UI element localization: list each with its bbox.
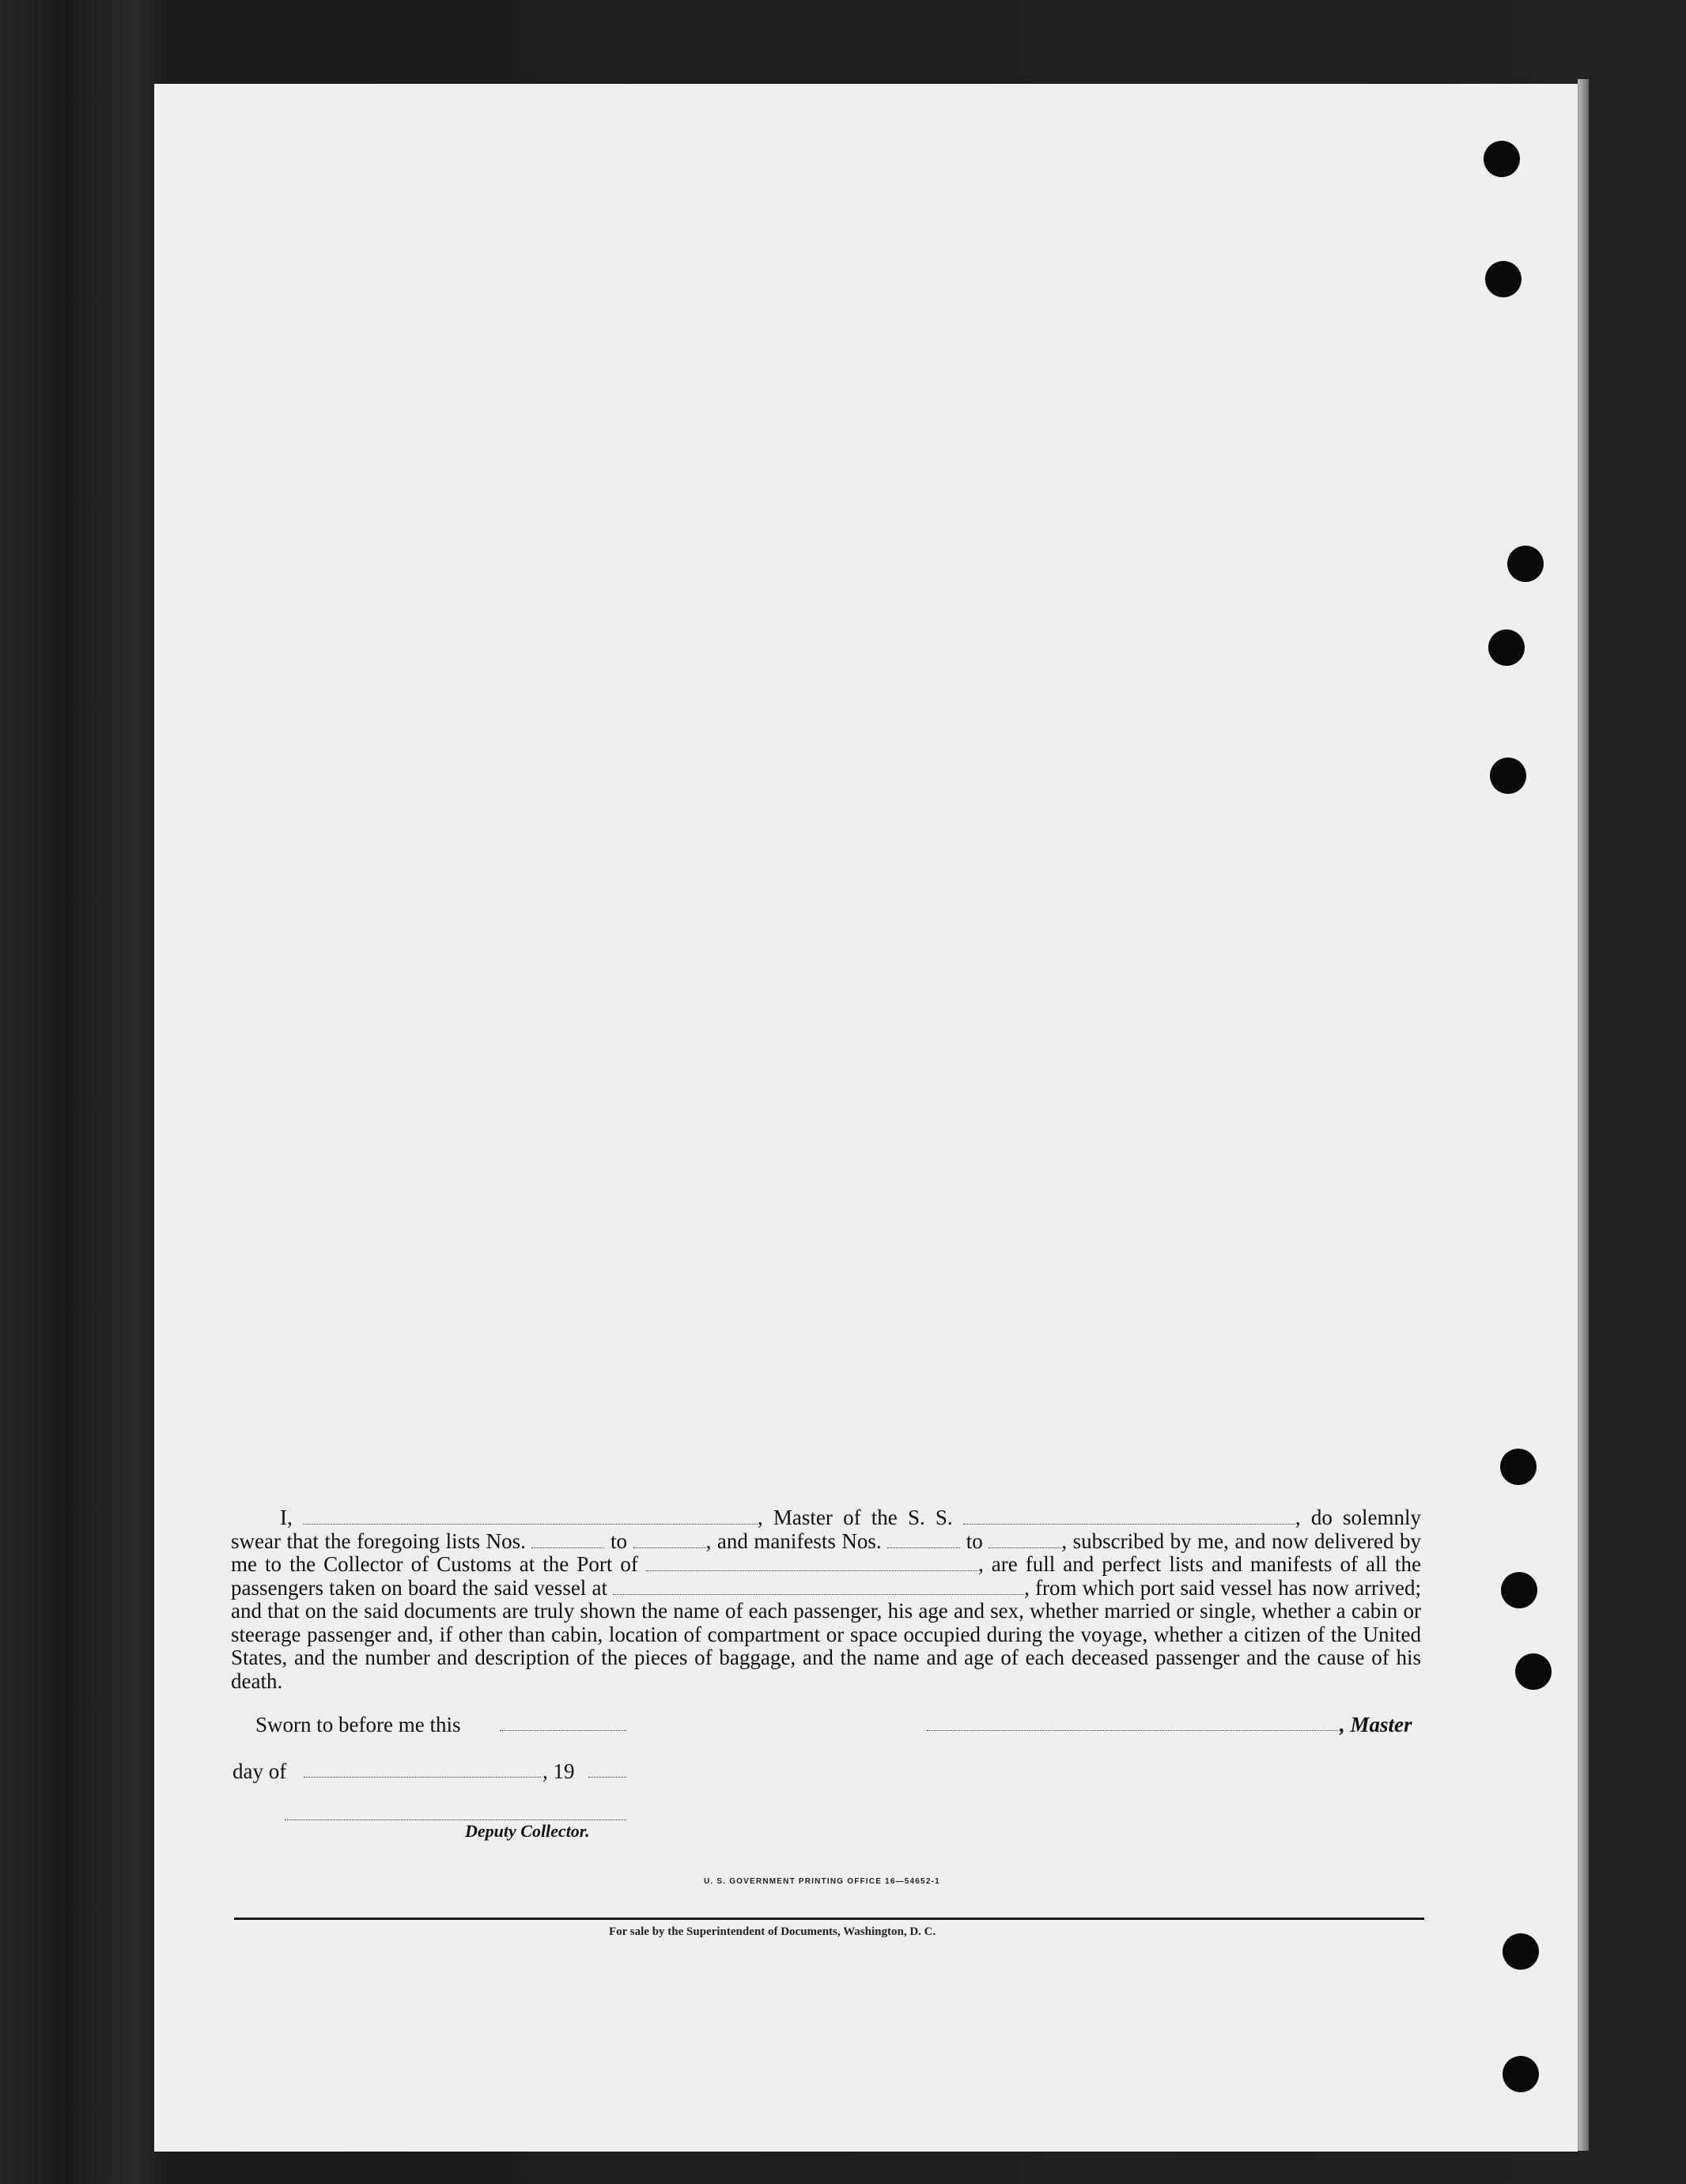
oath-and-manifests: , and manifests Nos. (705, 1528, 882, 1553)
master-signature-label: , Master (1340, 1713, 1412, 1736)
oath-to-1: to (611, 1528, 628, 1553)
deputy-collector-signature-line[interactable] (285, 1819, 626, 1820)
punch-hole (1484, 141, 1520, 177)
oath-master-of: , Master of the S. S. (757, 1506, 953, 1529)
punch-hole (1503, 2056, 1539, 2092)
vessel-name-blank[interactable] (963, 1508, 1295, 1525)
punch-hole (1500, 1449, 1537, 1485)
page-edge-shadow (1578, 79, 1589, 2151)
oath-to-2: to (966, 1528, 983, 1553)
master-oath-paragraph (231, 1506, 1421, 1693)
footer-rule (234, 1918, 1424, 1920)
oath-are-full: , are full and perfect lists and manifests of all the passengers taken on board the said vessel at (231, 1552, 1422, 1600)
punch-hole (1501, 1572, 1537, 1608)
punch-hole (1503, 1933, 1539, 1970)
lists-to-blank[interactable] (633, 1532, 706, 1548)
oath-i: I, (280, 1506, 293, 1529)
sworn-day-blank[interactable] (500, 1730, 626, 1731)
punch-hole (1488, 629, 1525, 666)
year-blank[interactable] (588, 1777, 626, 1778)
embarkation-port-blank[interactable] (613, 1578, 1024, 1595)
punch-hole (1507, 546, 1544, 582)
oath-from-which: , from which port said vessel has now arrived; and that on the said documents are truly shown the name of each passenger, his age and sex, whether married or single, whether a cabin or steerage passenger and, if other than cabin, location of compartment or space occupied during the voyage, whether a citizen of the United States, and the number and description of the pieces of baggage, and the name and age of each deceased passenger and the cause of his death. (231, 1575, 1421, 1693)
deputy-collector-label: Deputy Collector. (465, 1821, 590, 1841)
lists-from-blank[interactable] (531, 1532, 604, 1548)
oath-do-solemnly: , do solemnly swear that the foregoing lists Nos. (231, 1506, 1422, 1553)
sworn-label: Sworn to before me this (255, 1713, 461, 1736)
month-blank[interactable] (304, 1777, 541, 1778)
sale-notice: For sale by the Superintendent of Documents, Washington, D. C. (609, 1925, 936, 1938)
manifests-from-blank[interactable] (887, 1532, 960, 1548)
oath-subscribed: , subscribed by me, and now delivered by me to the Collector of Customs at the Port of (231, 1528, 1422, 1576)
document-page (154, 84, 1578, 2152)
master-name-blank[interactable] (303, 1508, 758, 1525)
punch-hole (1515, 1653, 1552, 1690)
punch-hole (1490, 758, 1526, 794)
port-blank[interactable] (646, 1555, 978, 1571)
printer-imprint: U. S. GOVERNMENT PRINTING OFFICE 16—54652-1 (704, 1877, 940, 1886)
punch-hole (1485, 261, 1522, 297)
manifests-to-blank[interactable] (989, 1532, 1061, 1548)
year-prefix: , 19 (542, 1759, 575, 1783)
master-signature-line[interactable] (927, 1730, 1338, 1731)
day-of-label: day of (232, 1759, 287, 1783)
